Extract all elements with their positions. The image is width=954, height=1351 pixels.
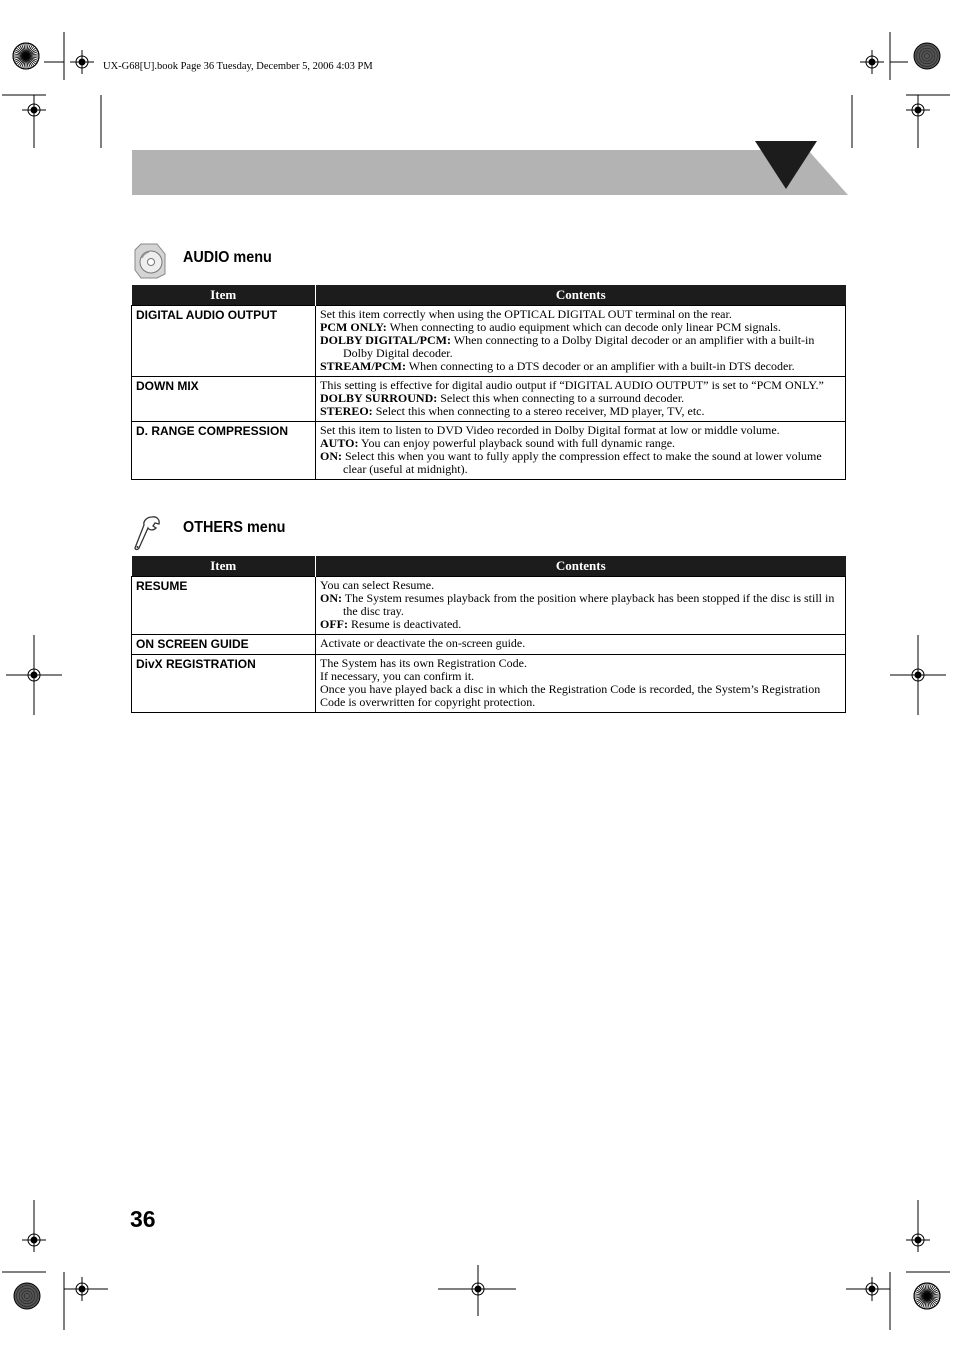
option-description: The System has its own Registration Code. — [320, 656, 527, 670]
option-description: Select this when connecting to a surround decoder. — [437, 391, 685, 405]
row-item-name: DivX REGISTRATION — [132, 655, 316, 713]
column-header-contents: Contents — [316, 285, 846, 306]
table-row — [132, 377, 846, 422]
option-description: Activate or deactivate the on-screen guide. — [320, 636, 526, 650]
content-line — [320, 405, 841, 418]
content-line — [320, 592, 841, 618]
others-menu-title: OTHERS menu — [183, 519, 286, 536]
row-contents — [316, 635, 846, 655]
option-label: PCM ONLY: — [320, 320, 387, 334]
option-description: Set this item to listen to DVD Video recorded in Dolby Digital format at low or middle volume. — [320, 423, 780, 437]
chapter-triangle-icon — [755, 140, 848, 196]
option-label: AUTO: — [320, 436, 359, 450]
content-line — [320, 637, 841, 650]
table-row — [132, 635, 846, 655]
option-description: When connecting to audio equipment which can decode only linear PCM signals. — [386, 320, 781, 334]
option-description: Resume is deactivated. — [348, 617, 462, 631]
option-description: This setting is effective for digital audio output if “DIGITAL AUDIO OUTPUT” is set to “PCM ONLY.” — [320, 378, 824, 392]
option-label: DOLBY DIGITAL/PCM: — [320, 333, 452, 347]
column-header-item: Item — [132, 556, 316, 577]
page-number: 36 — [130, 1206, 156, 1232]
option-label: STREAM/PCM: — [320, 359, 406, 373]
disc-icon — [133, 242, 167, 280]
row-contents — [316, 377, 846, 422]
content-line — [320, 334, 841, 360]
audio-menu-title: AUDIO menu — [183, 249, 272, 266]
row-item-name: ON SCREEN GUIDE — [132, 635, 316, 655]
option-label: DOLBY SURROUND: — [320, 391, 438, 405]
option-description: The System resumes playback from the position where playback has been stopped if the disc is still in the disc tray. — [342, 591, 835, 618]
table-row — [132, 655, 846, 713]
option-label: STEREO: — [320, 404, 373, 418]
print-header: UX-G68[U].book Page 36 Tuesday, December 5, 2006 4:03 PM — [103, 61, 373, 72]
chapter-band — [132, 150, 808, 195]
option-description: You can enjoy powerful playback sound with full dynamic range. — [358, 436, 676, 450]
column-header-item: Item — [132, 285, 316, 306]
option-description: You can select Resume. — [320, 578, 435, 592]
audio-menu-table — [131, 285, 846, 480]
content-line — [320, 618, 841, 631]
row-contents — [316, 577, 846, 635]
option-label: ON: — [320, 591, 342, 605]
option-description: If necessary, you can confirm it. — [320, 669, 475, 683]
row-contents — [316, 422, 846, 480]
table-row — [132, 422, 846, 480]
row-item-name: DIGITAL AUDIO OUTPUT — [132, 306, 316, 377]
row-item-name: DOWN MIX — [132, 377, 316, 422]
wrench-icon — [133, 514, 163, 554]
row-contents — [316, 306, 846, 377]
content-line — [320, 450, 841, 476]
content-line — [320, 360, 841, 373]
option-description: Select this when connecting to a stereo receiver, MD player, TV, etc. — [372, 404, 705, 418]
others-menu-table — [131, 556, 846, 713]
option-description: When connecting to a DTS decoder or an amplifier with a built-in DTS decoder. — [406, 359, 795, 373]
table-row — [132, 306, 846, 377]
row-contents — [316, 655, 846, 713]
column-header-contents: Contents — [316, 556, 846, 577]
option-description: When connecting to a Dolby Digital decoder or an amplifier with a built-in Dolby Digital decoder. — [343, 333, 815, 360]
option-description: Set this item correctly when using the OPTICAL DIGITAL OUT terminal on the rear. — [320, 307, 732, 321]
option-description: Once you have played back a disc in which the Registration Code is recorded, the System’s Registration Code is overwritten for copyright protection. — [320, 682, 821, 709]
option-label: OFF: — [320, 617, 348, 631]
table-row — [132, 577, 846, 635]
content-line — [320, 683, 841, 709]
row-item-name: RESUME — [132, 577, 316, 635]
option-label: ON: — [320, 449, 342, 463]
option-description: Select this when you want to fully apply the compression effect to make the sound at lower volume clear (useful at midnight). — [342, 449, 822, 476]
row-item-name: D. RANGE COMPRESSION — [132, 422, 316, 480]
